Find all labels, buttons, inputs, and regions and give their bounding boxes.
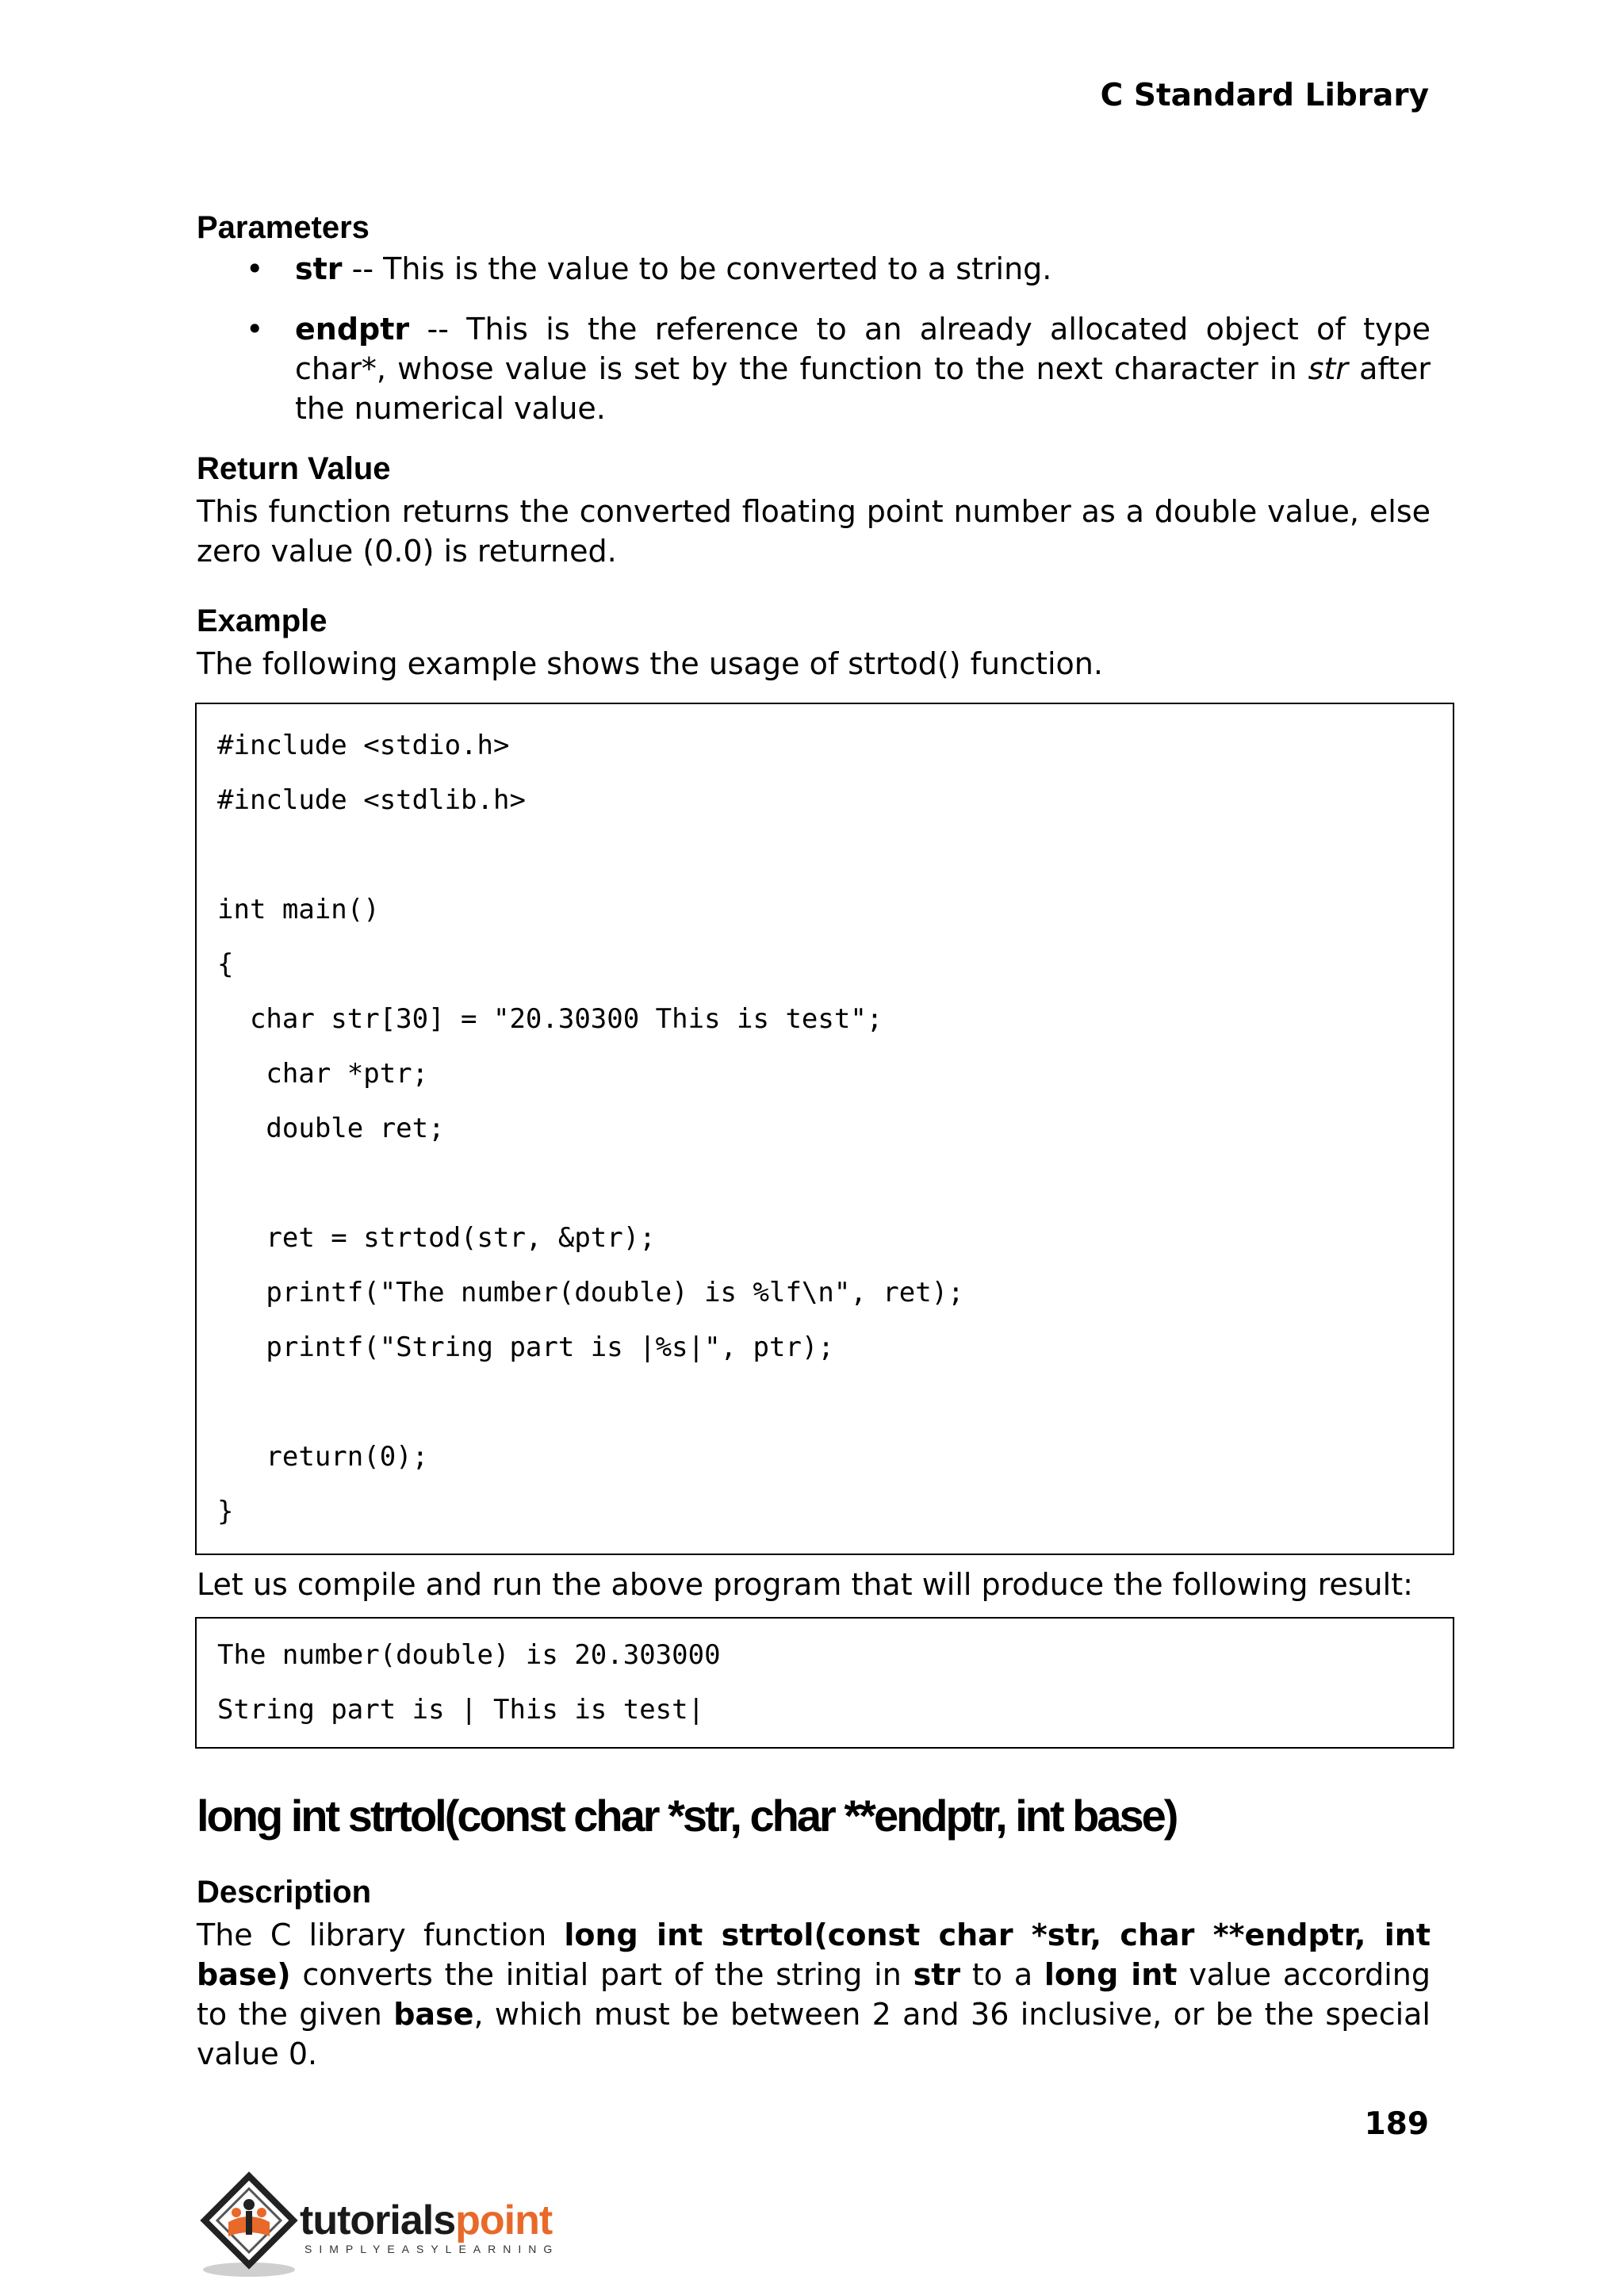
result-intro-text: Let us compile and run the above program that will produce the following result:: [197, 1567, 1413, 1602]
desc-part: The C library function: [197, 1918, 565, 1952]
desc-bold: str: [913, 1957, 961, 1992]
logo-emblem-icon: [197, 2170, 300, 2281]
code-line: }: [217, 1496, 234, 1527]
param-italic: str: [1308, 351, 1348, 386]
output-block: [195, 1617, 1454, 1749]
function-title: long int strtol(const char *str, char **endptr, int base): [197, 1791, 1177, 1841]
param-name: str: [295, 251, 343, 286]
code-line: #include <stdio.h>: [217, 730, 510, 761]
desc-part: converts the initial part of the string in: [290, 1957, 914, 1992]
example-text: The following example shows the usage of strtod() function.: [197, 646, 1103, 681]
param-text: after the numerical value.: [295, 351, 1431, 426]
bullet-icon: •: [246, 312, 264, 347]
code-block: [195, 703, 1454, 1555]
desc-part: value according to the given: [197, 1957, 1431, 2032]
desc-part: to a: [960, 1957, 1044, 1992]
param-item-endptr: [197, 309, 1431, 428]
code-line: char str[30] = "20.30300 This is test";: [217, 1003, 883, 1035]
code-line: [217, 828, 1453, 883]
running-header: C Standard Library: [1100, 78, 1429, 113]
logo-wordmark: tutorialspoint: [300, 2197, 553, 2243]
return-value-heading: Return Value: [197, 451, 391, 486]
code-line: return(0);: [217, 1441, 429, 1473]
param-text: -- This is the value to be converted to a string.: [342, 251, 1052, 286]
code-line: #include <stdlib.h>: [217, 784, 526, 816]
code-line: double ret;: [217, 1113, 445, 1144]
code-line: printf("String part is |%s|", ptr);: [217, 1331, 834, 1363]
param-text: -- This is the reference to an already allocated object of type char*, whose value is set by the function to the next character in: [295, 312, 1431, 386]
example-heading: Example: [197, 603, 327, 638]
output-line: The number(double) is 20.303000: [217, 1639, 721, 1671]
code-line: ret = strtod(str, &ptr);: [217, 1222, 656, 1254]
parameters-list: [197, 249, 1434, 428]
desc-bold: long int strtol(const char *str, char **endptr, int base): [197, 1918, 1431, 1992]
code-line: [217, 1375, 1453, 1430]
desc-bold: base: [393, 1997, 474, 2032]
description-heading: Description: [197, 1875, 372, 1910]
code-line: int main(): [217, 894, 380, 925]
code-line: {: [217, 948, 234, 980]
bullet-icon: •: [246, 251, 264, 286]
code-line: printf("The number(double) is %lf\n", ret);: [217, 1277, 964, 1308]
description-text: [197, 1915, 1431, 2074]
return-value-text: This function returns the converted floating point number as a double value, else zero value (0.0) is returned.: [197, 494, 1431, 569]
output-line: String part is | This is test|: [217, 1694, 705, 1726]
desc-part: , which must be between 2 and 36 inclusive, or be the special value 0.: [197, 1997, 1431, 2071]
parameters-heading: Parameters: [197, 210, 370, 245]
desc-bold: long int: [1044, 1957, 1178, 1992]
param-name: endptr: [295, 312, 410, 347]
code-line: [217, 1156, 1453, 1211]
param-item-str: [197, 249, 1431, 289]
page-number: 189: [1364, 2106, 1429, 2142]
logo-tagline: SIMPLYEASYLEARNING: [304, 2243, 560, 2255]
code-line: char *ptr;: [217, 1058, 429, 1090]
tutorialspoint-logo: [197, 2170, 569, 2281]
page-content: [197, 208, 1434, 2074]
